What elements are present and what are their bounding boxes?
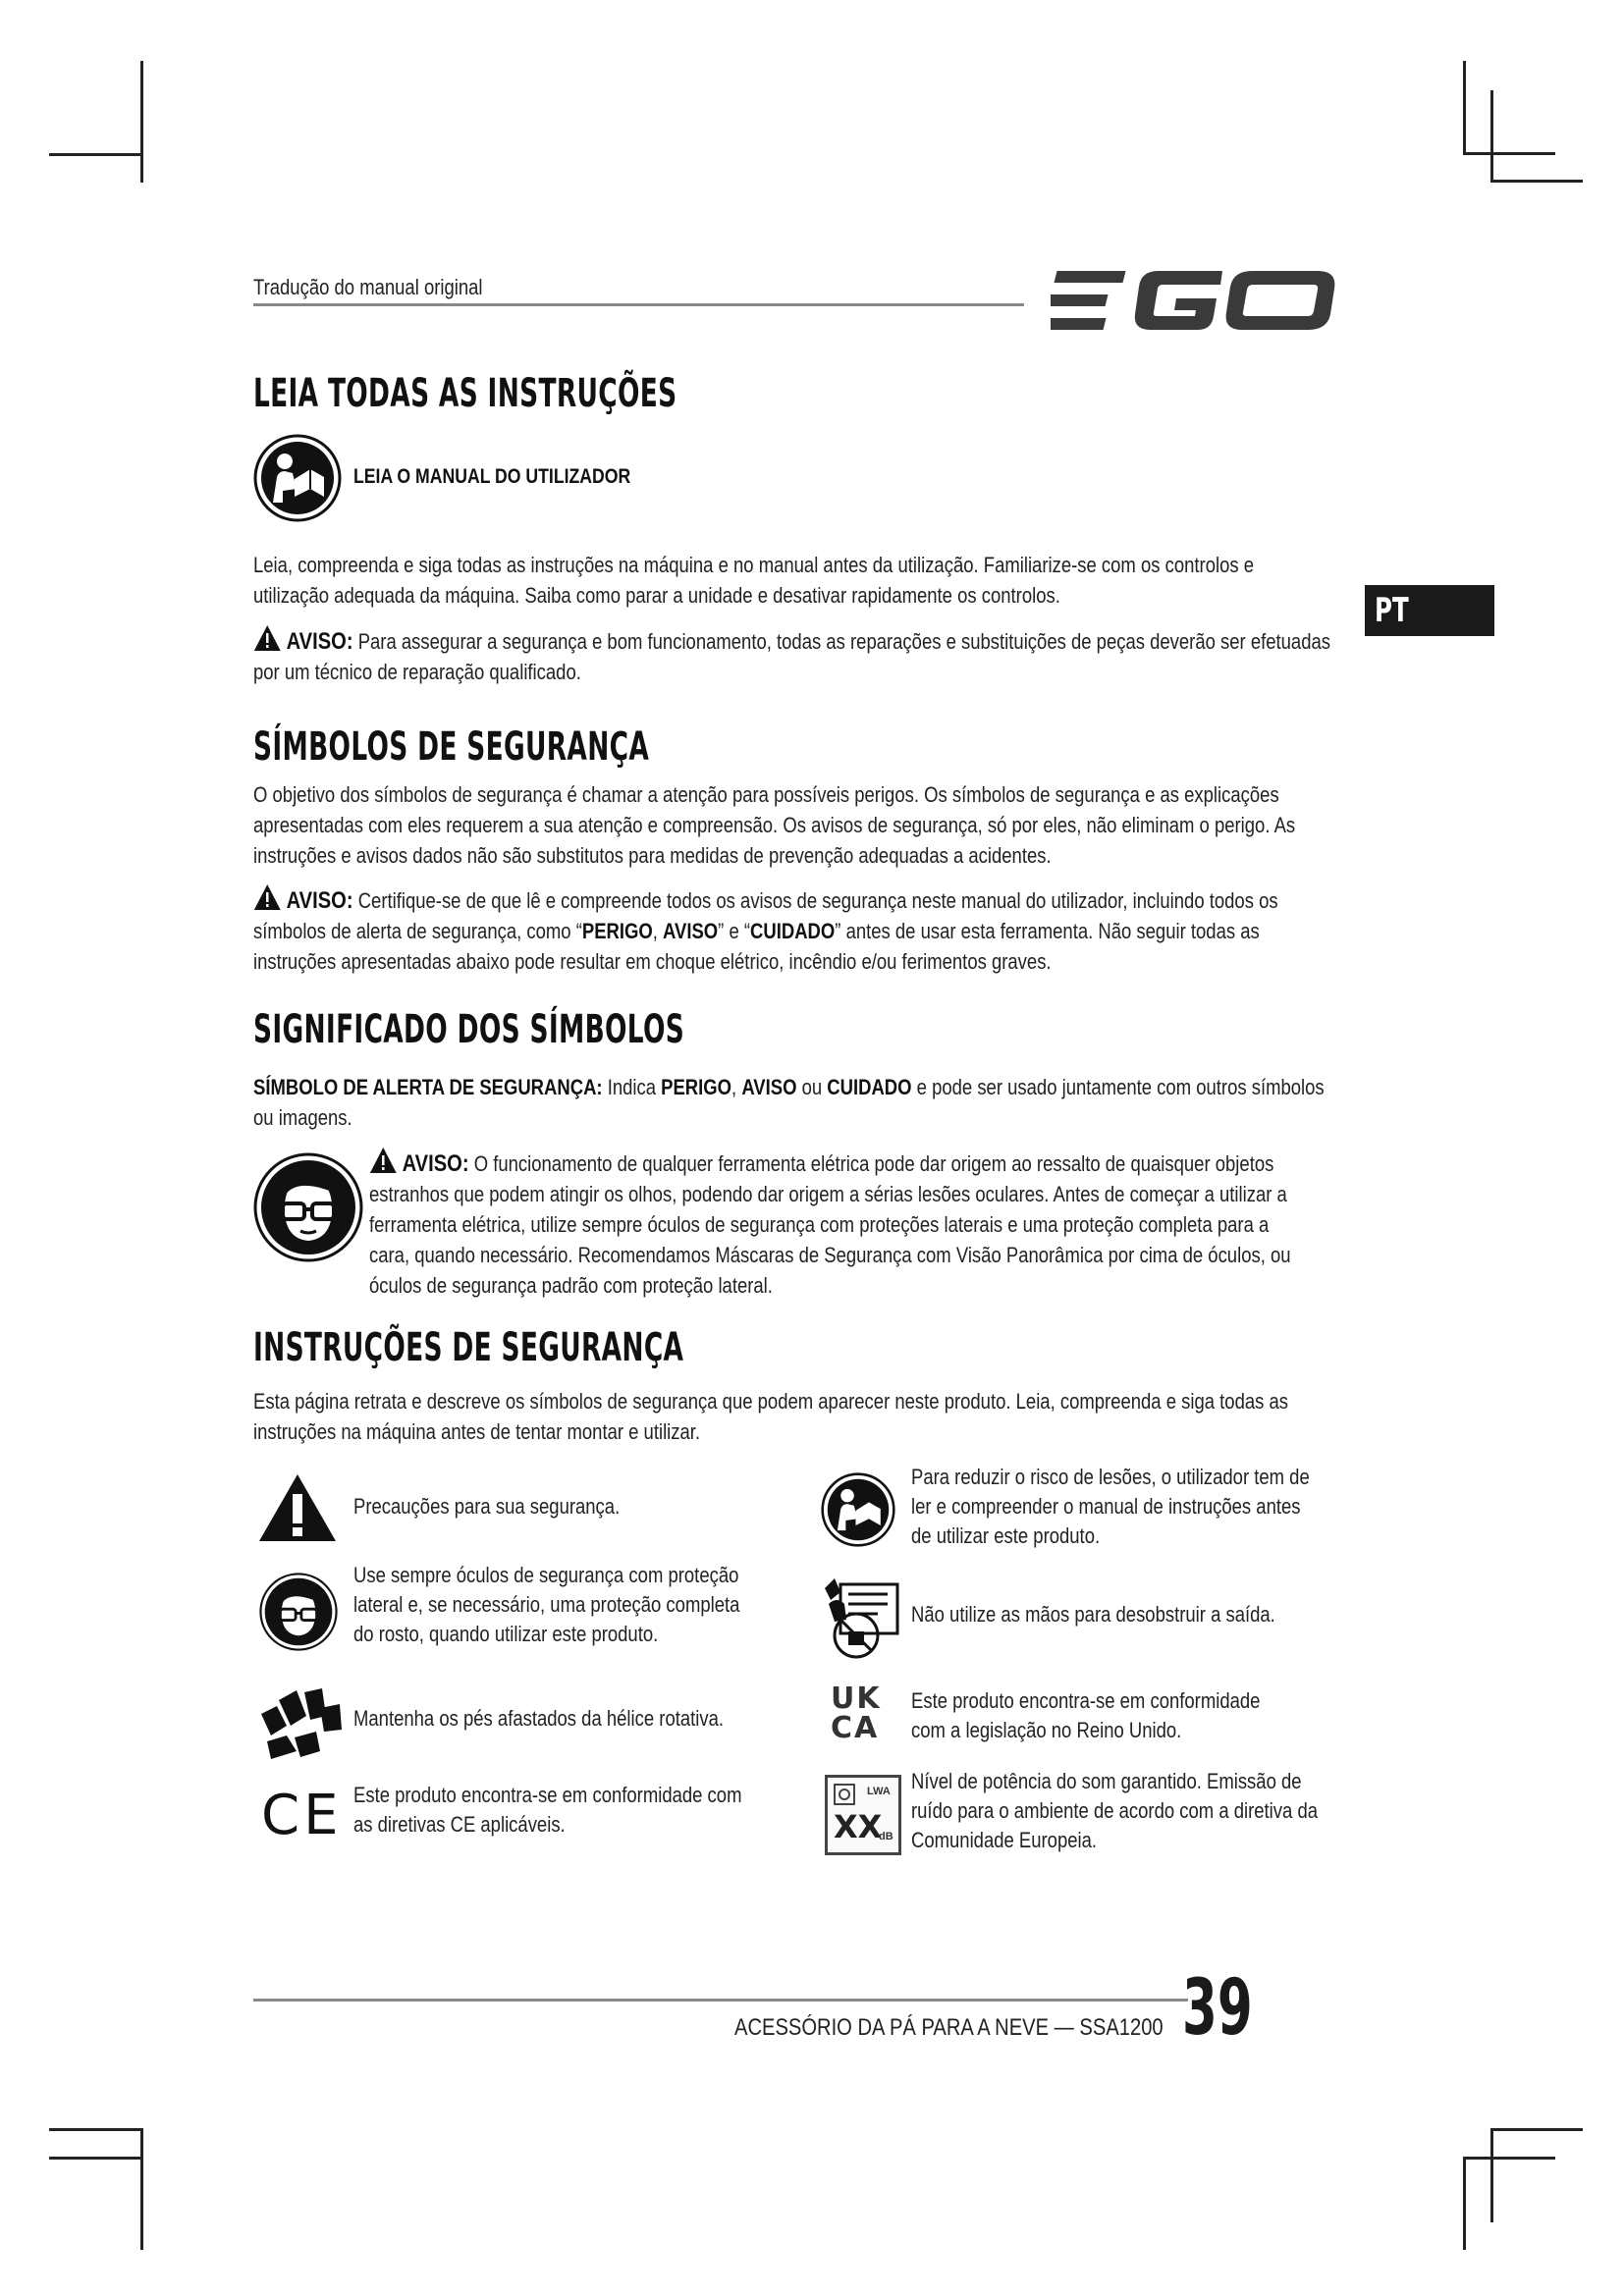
alert-label: SÍMBOLO DE ALERTA DE SEGURANÇA:: [253, 1075, 603, 1099]
sound-power-icon: [825, 1775, 901, 1855]
safety-symbols-warning: [253, 883, 1335, 977]
alert-text: ,: [731, 1075, 742, 1099]
warning-label: AVISO:: [286, 628, 353, 655]
term-perigo: PERIGO: [661, 1075, 732, 1099]
safety-glasses-icon: [259, 1573, 338, 1651]
ukca-mark-icon: [831, 1684, 893, 1747]
symbol-label: Não utilize as mãos para desobstruir a saída.: [911, 1602, 1275, 1627]
read-manual-icon: [821, 1472, 895, 1547]
brand-logo: [1051, 265, 1345, 336]
safety-glasses-icon: [253, 1152, 363, 1262]
sound-power-lwa: LWA: [867, 1786, 891, 1797]
alert-text: Indica: [602, 1075, 662, 1099]
alert-text: ou: [796, 1075, 828, 1099]
safety-symbols-paragraph: O objetivo dos símbolos de segurança é chamar a atenção para possíveis perigos. Os símbolos de segurança e as explicações apresentadas com eles requerem a sua atenção e compreensão. Os avisos de segurança, só por eles, não eliminam o perigo. As instruções e avisos dados não são substitutos para medidas de prevenção adequadas a acidentes.: [253, 782, 1296, 868]
warning-text: O funcionamento de qualquer ferramenta elétrica pode dar origem ao ressalto de quaisquer objetos estranhos que podem atingir os olhos, podendo dar origem a sérias lesões oculares. Antes de começar a utilizar a ferramenta elétrica, utilize sempre óculos de segurança com proteções laterais e uma proteção completa para a cara, quando necessário. Recomendamos Máscaras de Segurança com Visão Panorâmica por cima de óculos, ou óculos de segurança padrão com proteção lateral.: [369, 1151, 1291, 1298]
instructions-paragraph: Esta página retrata e descreve os símbolos de segurança que podem aparecer neste produto. Leia, compreenda e siga todas as instruções na máquina antes de tentar montar e utilizar.: [253, 1389, 1289, 1444]
warning-text: ” antes de usar esta ferramenta. Não seguir todas as instruções apresentadas abaixo pode resultar em choque elétrico, incêndio e/ou ferimentos graves.: [253, 919, 1260, 974]
read-all-paragraph: Leia, compreenda e siga todas as instruções na máquina e no manual antes da utilização. Familiarize-se com os controlos e utilização adequada da máquina. Saiba como parar a unidade e desativar rapidamente os controlos.: [253, 553, 1255, 608]
section-title-instructions: INSTRUÇÕES DE SEGURANÇA: [253, 1325, 684, 1370]
crop-mark: [140, 2128, 143, 2250]
crop-mark: [1490, 180, 1583, 183]
ukca-mark-bottom: CA: [831, 1711, 880, 1745]
warning-triangle-icon: [253, 883, 282, 911]
crop-mark: [1490, 90, 1493, 183]
symbol-label: Este produto encontra-se em conformidade com as diretivas CE aplicáveis.: [353, 1783, 742, 1837]
footer-rule: [253, 1999, 1188, 2002]
language-tab-label: PT: [1375, 591, 1409, 630]
section-title-meaning: SIGNIFICADO DOS SÍMBOLOS: [253, 1007, 685, 1052]
ce-mark-text: CE: [261, 1784, 343, 1847]
sound-power-unit: dB: [879, 1831, 893, 1842]
warning-text: Certifique-se de que lê e compreende todos os avisos de segurança neste manual do utilizador, incluindo todos os símbolos de alerta de segurança, como “: [253, 888, 1278, 943]
alert-symbol-paragraph: [253, 1072, 1335, 1133]
warning-triangle-icon: [257, 1472, 338, 1543]
term-cuidado: CUIDADO: [750, 919, 836, 943]
section-title-read-all: LEIA TODAS AS INSTRUÇÕES: [253, 371, 677, 416]
read-manual-icon: [253, 434, 342, 522]
warning-text: ” e “: [718, 919, 751, 943]
page-number: 39: [1182, 1964, 1253, 2053]
term-cuidado: CUIDADO: [827, 1075, 912, 1099]
term-aviso: AVISO: [741, 1075, 797, 1099]
meaning-warning: [369, 1147, 1312, 1301]
warning-label: AVISO:: [286, 887, 353, 914]
read-all-warning: [253, 624, 1335, 687]
symbol-label: Nível de potência do som garantido. Emissão de ruído para o ambiente de acordo com a diretiva da Comunidade Europeia.: [911, 1769, 1319, 1852]
alert-text: e pode ser usado juntamente com outros símbolos ou imagens.: [253, 1075, 1325, 1130]
crop-mark: [1490, 2128, 1493, 2222]
symbol-label: Este produto encontra-se em conformidade com a legislação no Reino Unido.: [911, 1688, 1261, 1742]
warning-triangle-icon: [369, 1147, 398, 1174]
term-aviso: AVISO: [663, 919, 719, 943]
crop-mark: [1463, 61, 1466, 155]
crop-mark: [1463, 2157, 1555, 2160]
crop-mark: [49, 153, 141, 156]
warning-text: ,: [652, 919, 664, 943]
sound-power-value: XX: [834, 1808, 883, 1845]
crop-mark: [140, 61, 143, 183]
warning-text: Para assegurar a segurança e bom funcionamento, todas as reparações e substituições de peças deverão ser efetuadas por um técnico de reparação qualificado.: [253, 629, 1331, 684]
ce-mark-icon: [261, 1784, 343, 1847]
read-manual-label: LEIA O MANUAL DO UTILIZADOR: [353, 465, 631, 488]
crop-mark: [1490, 2128, 1583, 2131]
symbol-label: Precauções para sua segurança.: [353, 1494, 621, 1519]
term-perigo: PERIGO: [581, 919, 653, 943]
symbol-label: Mantenha os pés afastados da hélice rotativa.: [353, 1706, 725, 1731]
crop-mark: [1463, 2157, 1466, 2250]
keep-feet-away-icon: [257, 1686, 346, 1761]
symbol-label: Para reduzir o risco de lesões, o utilizador tem de ler e compreender o manual de instruções antes de utilizar este produto.: [911, 1465, 1310, 1548]
warning-label: AVISO:: [402, 1150, 469, 1177]
section-title-safety-symbols: SÍMBOLOS DE SEGURANÇA: [253, 724, 650, 770]
crop-mark: [1463, 152, 1555, 155]
crop-mark: [49, 2157, 141, 2160]
header-rule: [253, 303, 1024, 306]
footer-product: ACESSÓRIO DA PÁ PARA A NEVE — SSA1200: [734, 2014, 1164, 2041]
header-subtitle: Tradução do manual original: [253, 275, 483, 299]
crop-mark: [49, 2128, 141, 2131]
ukca-mark-top: UK: [831, 1682, 882, 1716]
symbol-label: Use sempre óculos de segurança com proteção lateral e, se necessário, uma proteção completa do rosto, quando utilizar este produto.: [353, 1563, 740, 1646]
warning-triangle-icon: [253, 624, 282, 652]
language-tab: [1365, 585, 1494, 636]
no-hands-discharge-icon: [819, 1575, 901, 1659]
